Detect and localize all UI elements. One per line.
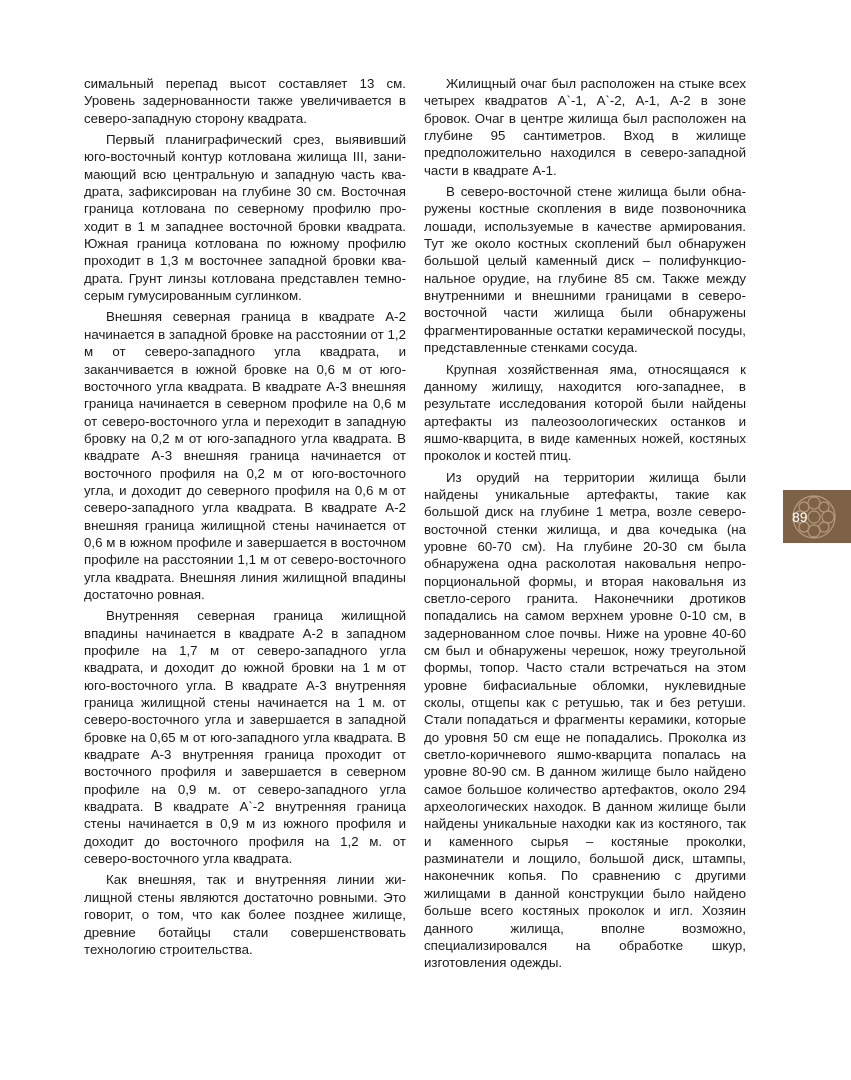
paragraph: В северо-восточной стене жилища были обнаружены костные скопления в виде позвоночника лошади, используемые в качестве армирования. Тут же около костных скоплений был обнаружен большой целый каменный диск – полифункциональное орудие, на глубине 85 см. Также между внутренними и внешними границами в северо-восточной части жилища были обнаружены фрагментированные остатки керамической посуды, представленные стенками сосуда. [424, 184, 746, 356]
paragraph: Первый планиграфический срез, выявивший юго-восточный контур котлована жилища III, занимающий всю центральную и западную часть квадрата, зафиксирован на глубине 30 см. Восточная граница котлована по северному профилю проходит в 1 м западнее восточной бровки квадрата. Южная граница котлована по южному профилю проходит в 1,3 м восточнее западной бровки квадрата. Грунт линзы котлована представлен темно-серым гумусированным суглинком. [84, 132, 406, 304]
paragraph: Жилищный очаг был расположен на стыке всех четырех квадратов А`-1, А`-2, А-1, А-2 в зоне бровок. Очаг в центре жилища был расположен на глубине 95 сантиметров. Вход в жилище предположительно находился в северо-западной части в квадрате А-1. [424, 76, 746, 178]
paragraph: Внутренняя северная граница жилищной впадины начинается в квадрате А-2 в западном профиле на 1,7 м от северо-западного угла квадрата, и доходит до южной бровки на 1 м от юго-восточного угла. В квадрате А-3 внутренняя граница жилищной стены начинается на 1 м. от северо-восточного угла и завершается в западной бровке на 0,65 м от юго-западного угла квадрата. В квадрате А-3 внутренняя граница проходит от восточного профиля и завершается в северном профиле на 0,9 м. от северо-западного угла квадрата. В квадрате А`-2 внутренняя граница стены начинается в 0,9 м из южного профиля и доходит до восточного профиля на 1,2 м. от северо-восточного угла квадрата. [84, 608, 406, 867]
paragraph: Внешняя северная граница в квадрате А-2 начинается в западной бровке на расстоянии от 1,2 м от северо-западного угла квадрата, и заканчивается в южной бровке на 0,6 м от юго-восточного угла квадрата. В квадрате А-3 внешняя граница начинается в северном профиле на 0,6 м от северо-восточного угла и переходит в западную бровку на 0,2 м от юго-западного угла квадрата. В квадрате А-3 внешняя граница начинается от восточного профиля на 0,2 м от юго-восточного угла, и доходит до северного профиля на 0,6 м от северо-западного угла квадрата. В квадрате А-2 внешняя граница жилищной стены начинается от 0,6 м в южном профиле и завершается в восточном профиле на расстоянии 1,1 м от северо-восточного угла квадрата. Внешняя линия жилищной впадины достаточно ровная. [84, 309, 406, 602]
right-text-column [424, 75, 746, 976]
page-number: 89 [792, 509, 808, 525]
paragraph: симальный перепад высот составляет 13 см. Уровень задернованности также увеличивается в северо-западную сторону квадрата. [84, 76, 406, 126]
paragraph: Крупная хозяйственная яма, относящаяся к данному жилищу, находится юго-западнее, в результате исследования которой были найдены артефакты из палеозоологических останков и яшмо-кварцита, в виде каменных ножей, костяных проколок и костей птиц. [424, 361, 746, 464]
paragraph: Как внешняя, так и внутренняя линии жилищной стены являются достаточно ровными. Это говорит, о том, что как более позднее жилище, древние ботайцы стали совершенствовать технологию строительства. [84, 872, 406, 957]
left-text-column [84, 75, 406, 962]
paragraph: Из орудий на территории жилища были найдены уникальные артефакты, такие как большой диск на глубине 1 метра, возле северо-восточной стенки жилища, и два кочедыка (на уровне 60-70 см). На глубине 20-30 см была обнаружена одна расколотая наковальня непропорциональной формы, и вторая наковальня из светло-серого гранита. Наконечники дротиков попадались на самом верхнем уровне 0-10 см, в задернованном слое почвы. Ниже на уровне 40-60 см был и обнаружены черешок, ножу треугольной формы, топор. Часто стали встречаться на этом уровне бифасиальные обломки, нуклевидные сколы, отщепы как с ретушью, так и без ретуши. Стали попадаться и фрагменты керамики, которые до уровня 50 см еще не попадались. Проколка из светло-коричневого яшмо-кварцита попалась на уровне 80-90 см. В данном жилище было найдено самое большое количество артефактов, около 294 археологических находок. В данном жилище были найдены уникальные находки как из костяного, так и каменного сырья – костяные проколки, разминатели и лощило, большой диск, штампы, наконечник копья. По сравнению с другими жилищами в данной конструкции было найдено больше всего костяных проколок и игл. Хозяин данного жилища, вполне возможно, специализировался на обработке шкур, изготовления одежды. [424, 469, 746, 971]
